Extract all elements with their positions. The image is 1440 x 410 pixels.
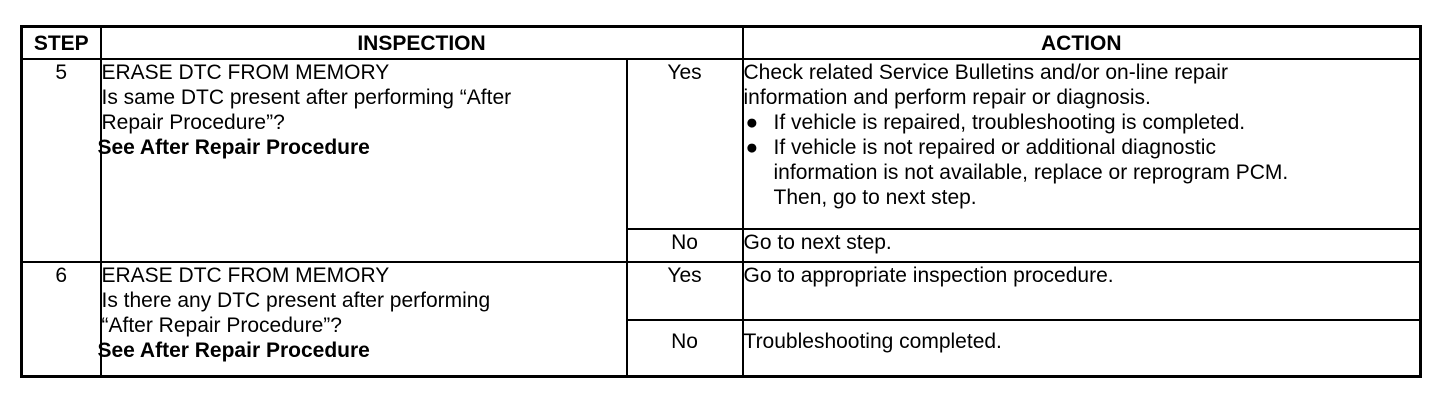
inspection-question: “After Repair Procedure”? [101,314,342,337]
header-row [22,27,1421,60]
yes-label: Yes [627,262,743,320]
diagnostic-table [20,25,1422,378]
list-item [744,135,1420,210]
action-text: Check related Service Bulletins and/or on-line repair [743,61,1228,84]
inspection-title: ERASE DTC FROM MEMORY [101,61,390,84]
yes-label: Yes [627,59,743,229]
header-action: ACTION [743,27,1421,60]
header-step: STEP [22,27,101,60]
list-item [744,110,1420,135]
inspection-question: Is same DTC present after performing “After [101,86,512,109]
inspection-cell [97,59,627,262]
inspection-cell [97,262,627,376]
no-label: No [627,229,743,262]
bullet-text: If vehicle is repaired, troubleshooting is completed. [773,111,1246,134]
step-number: 5 [22,59,101,262]
table-row [22,262,1421,320]
see-reference: See After Repair Procedure [97,339,370,362]
no-label: No [627,320,743,376]
bullet-icon: ● [745,136,759,159]
table-row [22,59,1421,229]
bullet-icon: ● [745,111,759,134]
no-action: Go to next step. [743,229,1421,262]
yes-action-cell [743,59,1421,229]
inspection-question: Repair Procedure”? [101,111,285,134]
header-inspection: INSPECTION [101,27,743,60]
see-reference: See After Repair Procedure [97,136,370,159]
action-text: information and perform repair or diagnosis. [743,86,1151,109]
bullet-text: Then, go to next step. [773,186,977,209]
bullet-text: If vehicle is not repaired or additional diagnostic [773,136,1216,159]
inspection-title: ERASE DTC FROM MEMORY [101,264,390,287]
bullet-text: information is not available, replace or reprogram PCM. [773,161,1289,184]
yes-action: Go to appropriate inspection procedure. [743,262,1421,320]
inspection-question: Is there any DTC present after performing [101,289,491,312]
no-action: Troubleshooting completed. [743,320,1421,376]
step-number: 6 [22,262,101,376]
action-bullet-list [744,110,1420,210]
